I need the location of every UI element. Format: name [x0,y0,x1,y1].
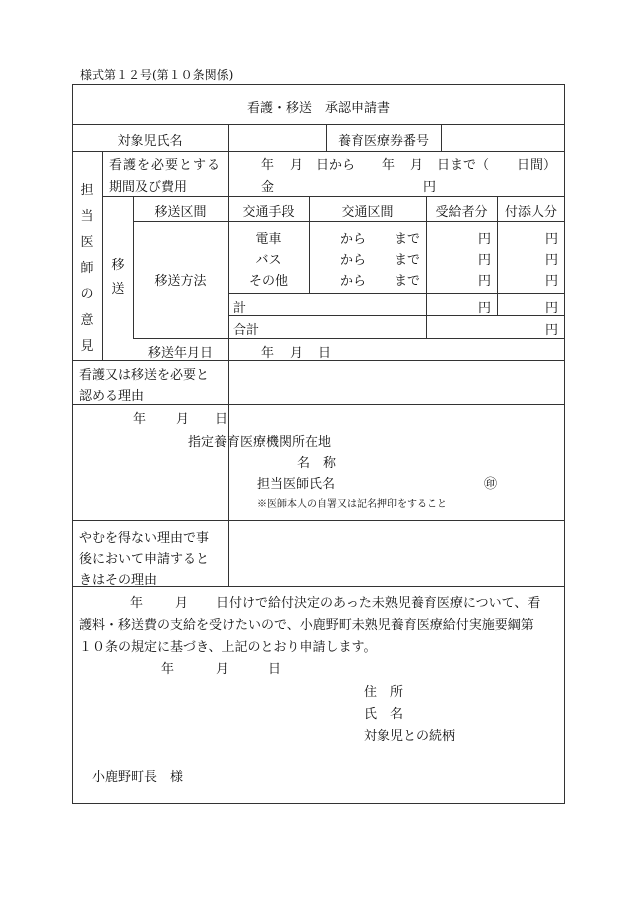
applicant-relation-label: 対象児との続柄 [364,729,456,744]
late-reason-field[interactable] [229,521,564,585]
nursing-end-day: 日まで（ [437,158,490,173]
late-reason-line1: やむを得ない理由で事 [79,531,210,546]
rule-methods-bottom [228,293,565,294]
form-title: 看護・移送 承認申請書 [246,101,390,116]
nursing-cost-kin: 金 [261,180,275,195]
late-reason-line2: 後において申請すると [79,552,210,567]
recipient-yen-3: 円 [478,274,492,289]
applicant-name-label: 氏 名 [364,707,404,722]
transport-vertical-label: 移 送 [111,258,125,297]
means-train: 電車 [255,232,282,247]
application-date-year: 年 [161,662,175,677]
application-line1: 日付けで給付決定のあった未熟児養育医療について、看 [216,596,541,611]
subtotal-attendant-yen: 円 [545,301,559,316]
child-name-field[interactable] [229,125,325,150]
applicant-address-label: 住 所 [364,685,404,700]
attendant-yen-1: 円 [545,232,559,247]
header-transport-section: 移送区間 [154,205,207,220]
route-to-3: まで [394,274,421,289]
institution-address-label: 指定養育医療機関所在地 [188,435,332,450]
seal-mark: ㊞ [484,477,498,492]
late-reason-line3: きはその理由 [79,573,158,588]
route-to-2: まで [394,253,421,268]
application-line3: １０条の規定に基づき、上記のとおり申請します。 [79,640,377,655]
header-transport-route: 交通区間 [341,205,394,220]
application-decision-month: 月 [175,596,189,611]
institution-date-year: 年 [133,412,147,427]
header-transport-means: 交通手段 [242,205,295,220]
nursing-end-year: 年 [382,158,396,173]
institution-date-month: 月 [176,412,190,427]
nursing-start-month: 月 [290,158,304,173]
reason-label-line1: 看護又は移送を必要と [79,368,210,383]
nursing-label-line1: 看護を必要とする [109,158,222,173]
reason-field[interactable] [229,361,564,403]
application-decision-year: 年 [130,596,144,611]
attendant-yen-3: 円 [545,274,559,289]
recipient-yen-1: 円 [478,232,492,247]
rule-transport-header-bottom [133,221,565,222]
nursing-cost-yen: 円 [423,180,437,195]
application-date-month: 月 [216,662,230,677]
addressee: 小鹿野町長 様 [92,770,184,785]
coupon-number-label: 養育医療券番号 [337,134,429,149]
institution-date-day: 日 [215,412,229,427]
rule-total-bottom [133,338,565,339]
application-date-day: 日 [268,662,282,677]
rule-doctor-vertical-label [102,151,103,360]
form-number: 様式第１２号(第１０条関係) [80,68,234,82]
recipient-yen-2: 円 [478,253,492,268]
route-from-3: から [340,274,367,289]
header-recipient-share: 受給者分 [435,205,488,220]
route-to-1: まで [394,232,421,247]
coupon-number-field[interactable] [442,125,564,150]
rule-child-bottom [72,151,565,152]
doctor-opinion-vertical-label: 担 当 医 師 の 意 見 [80,183,94,354]
header-attendant-share: 付添人分 [504,205,557,220]
transport-date-day: 日 [318,346,332,361]
rule-reason-bottom [72,404,565,405]
transport-date-month: 月 [290,346,304,361]
subtotal-label: 計 [233,301,247,316]
rule-nursing-bottom [102,196,565,197]
attending-doctor-label: 担当医師氏名 [257,477,336,492]
nursing-days: 日間） [517,158,557,173]
child-name-label: 対象児氏名 [117,134,183,149]
subtotal-recipient-yen: 円 [478,301,492,316]
attendant-yen-2: 円 [545,253,559,268]
total-yen: 円 [545,323,559,338]
signature-note: ※医師本人の自署又は記名押印をすること [257,499,447,510]
nursing-end-month: 月 [410,158,424,173]
means-other: その他 [248,274,288,289]
transport-method-label: 移送方法 [154,274,207,289]
transport-date-year: 年 [261,346,275,361]
nursing-start-day: 日から [316,158,356,173]
rule-subtotal-bottom [228,315,565,316]
means-bus: バス [255,253,282,268]
institution-name-label: 名 称 [297,456,337,471]
nursing-label-line2: 期間及び費用 [109,180,188,195]
reason-label-line2: 認める理由 [79,389,145,404]
route-from-2: から [340,253,367,268]
transport-date-label: 移送年月日 [147,346,213,361]
route-from-1: から [340,232,367,247]
application-line2: 護料・移送費の支給を受けたいので、小鹿野町未熟児養育医療給付実施要綱第 [79,618,534,633]
nursing-start-year: 年 [261,158,275,173]
total-label: 合計 [233,323,260,338]
